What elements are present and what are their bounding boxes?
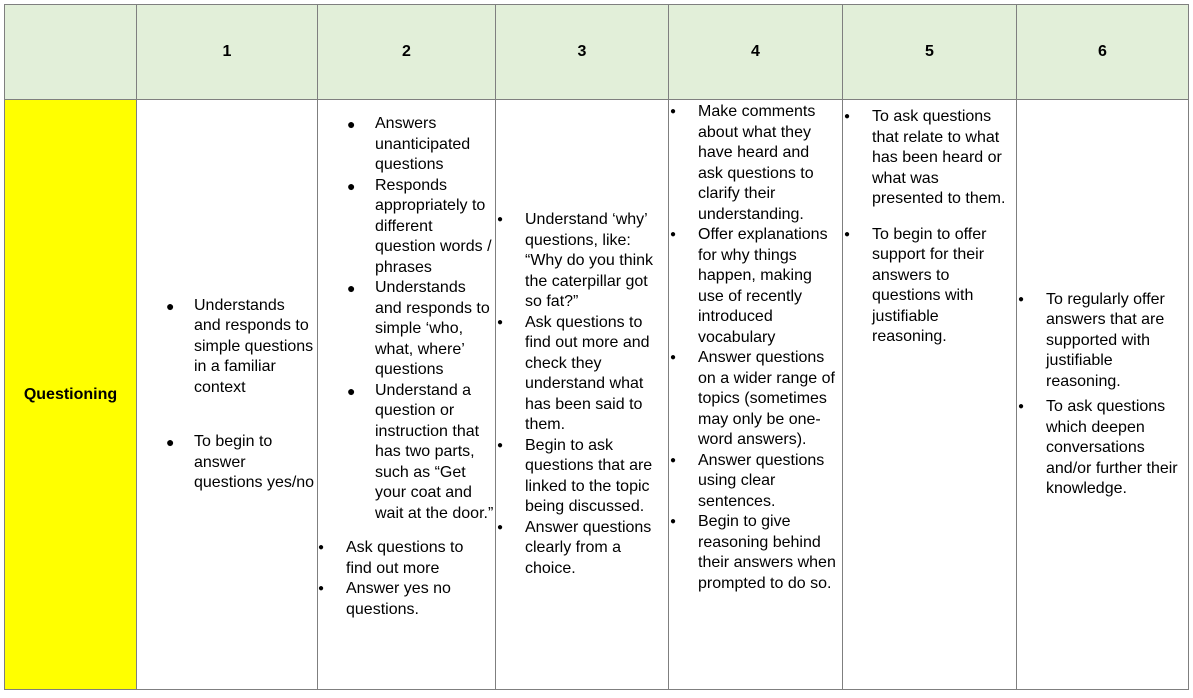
list-item-text: To begin to offer support for their answers to questions with justifiable reasoning. — [872, 225, 987, 345]
list-item: ● To begin to answer questions yes/no — [166, 433, 315, 491]
list-item: ● Make comments about what they have heard and ask questions to clarify their understanding. — [670, 103, 816, 223]
list-item: ● Responds appropriately to different question words / phrases — [347, 176, 492, 276]
list-item-text: Understands and responds to simple questions in a familiar context — [194, 296, 314, 396]
list-item: ● To ask questions that relate to what has been heard or what was presented to them. — [844, 108, 1006, 207]
col-1-list-a — [137, 296, 317, 399]
list-item: ● Answer questions on a wider range of topics (sometimes may only be one-word answers). — [670, 349, 835, 448]
list-item: ● Ask questions to find out more — [318, 539, 464, 577]
cell-col-1 — [137, 100, 318, 690]
col-5-list — [843, 107, 1016, 348]
list-item: ● Begin to ask questions that are linked to the topic being discussed. — [497, 436, 653, 515]
list-item: ● Understand a question or instruction that has two parts, such as “Get your coat and wait at the door.” — [347, 381, 494, 522]
list-item: ● Understands and responds to simple ‘who, what, where’ questions — [347, 279, 490, 378]
header-col-6: 6 — [1017, 5, 1189, 100]
cell-col-5 — [843, 100, 1017, 690]
header-col-3: 3 — [496, 5, 669, 100]
header-corner-cell — [5, 5, 137, 100]
col-4-list — [669, 102, 842, 594]
cell-col-3 — [496, 100, 669, 690]
list-item: ● Answer yes no questions. — [318, 580, 451, 618]
questioning-table — [4, 4, 1189, 690]
list-item-text: To regularly offer answers that are supported with justifiable reasoning. — [1046, 290, 1165, 390]
list-item: ● Answer questions clearly from a choice. — [497, 518, 652, 577]
list-item-text: Offer explanations for why things happen, making use of recently introduced vocabulary — [698, 226, 828, 346]
list-item-text: Understand ‘why’ questions, like: “Why do you think the caterpillar got so fat?” — [525, 211, 654, 310]
list-item: ● To begin to offer support for their answers to questions with justifiable reasoning. — [844, 225, 987, 345]
list-item-text: Answer questions using clear sentences. — [698, 451, 825, 510]
list-item: ● Begin to give reasoning behind their answers when prompted to do so. — [670, 513, 836, 592]
list-item: ● To ask questions which deepen conversations and/or further their knowledge. — [1018, 398, 1178, 497]
list-item-text: Make comments about what they have heard and ask questions to clarify their understanding. — [698, 103, 816, 223]
list-item-text: Responds appropriately to different question words / phrases — [375, 176, 492, 276]
col-3-list — [496, 210, 668, 579]
row-label-questioning: Questioning — [5, 100, 137, 690]
list-item-text: Ask questions to find out more and check they understand what has been said to them. — [525, 313, 650, 433]
questioning-row — [5, 100, 1189, 690]
list-item-text: Understands and responds to simple ‘who, what, where’ questions — [375, 279, 490, 378]
list-item: ● Understand ‘why’ questions, like: “Why do you think the caterpillar got so fat?” — [497, 211, 654, 310]
header-col-4: 4 — [669, 5, 843, 100]
list-item-text: To ask questions that relate to what has been heard or what was presented to them. — [872, 108, 1006, 207]
list-item: ● Answers unanticipated questions — [347, 115, 471, 173]
list-item-text: Answers unanticipated questions — [375, 115, 471, 173]
header-col-1: 1 — [137, 5, 318, 100]
header-col-5: 5 — [843, 5, 1017, 100]
list-item-text: Answer questions clearly from a choice. — [525, 518, 652, 577]
cell-col-6 — [1017, 100, 1189, 690]
cell-col-4 — [669, 100, 843, 690]
header-row — [5, 5, 1189, 100]
list-item-text: Answer questions on a wider range of topics (sometimes may only be one-word answers). — [698, 349, 835, 448]
list-item-text: Answer yes no questions. — [346, 580, 451, 618]
list-item-text: To ask questions which deepen conversations and/or further their knowledge. — [1046, 398, 1178, 497]
list-item-text: Understand a question or instruction that has two parts, such as “Get your coat and wait at the door.” — [375, 381, 494, 522]
col-2-list-b — [318, 538, 495, 620]
list-item-text: Begin to give reasoning behind their answers when prompted to do so. — [698, 513, 836, 592]
list-item: ● Understands and responds to simple questions in a familiar context — [166, 296, 314, 396]
list-item: ● Offer explanations for why things happen, making use of recently introduced vocabulary — [670, 226, 828, 346]
list-item: ● Ask questions to find out more and check they understand what has been said to them. — [497, 313, 650, 433]
list-item: ● To regularly offer answers that are supported with justifiable reasoning. — [1018, 290, 1165, 390]
cell-col-2 — [318, 100, 496, 690]
col-6-list — [1017, 290, 1188, 500]
list-item-text: Begin to ask questions that are linked to the topic being discussed. — [525, 436, 653, 515]
list-item-text: To begin to answer questions yes/no — [194, 433, 315, 491]
col-2-list-a — [318, 114, 495, 524]
header-col-2: 2 — [318, 5, 496, 100]
list-item: ● Answer questions using clear sentences. — [670, 451, 825, 510]
list-item-text: Ask questions to find out more — [346, 539, 464, 577]
col-1-list-b — [137, 432, 317, 494]
